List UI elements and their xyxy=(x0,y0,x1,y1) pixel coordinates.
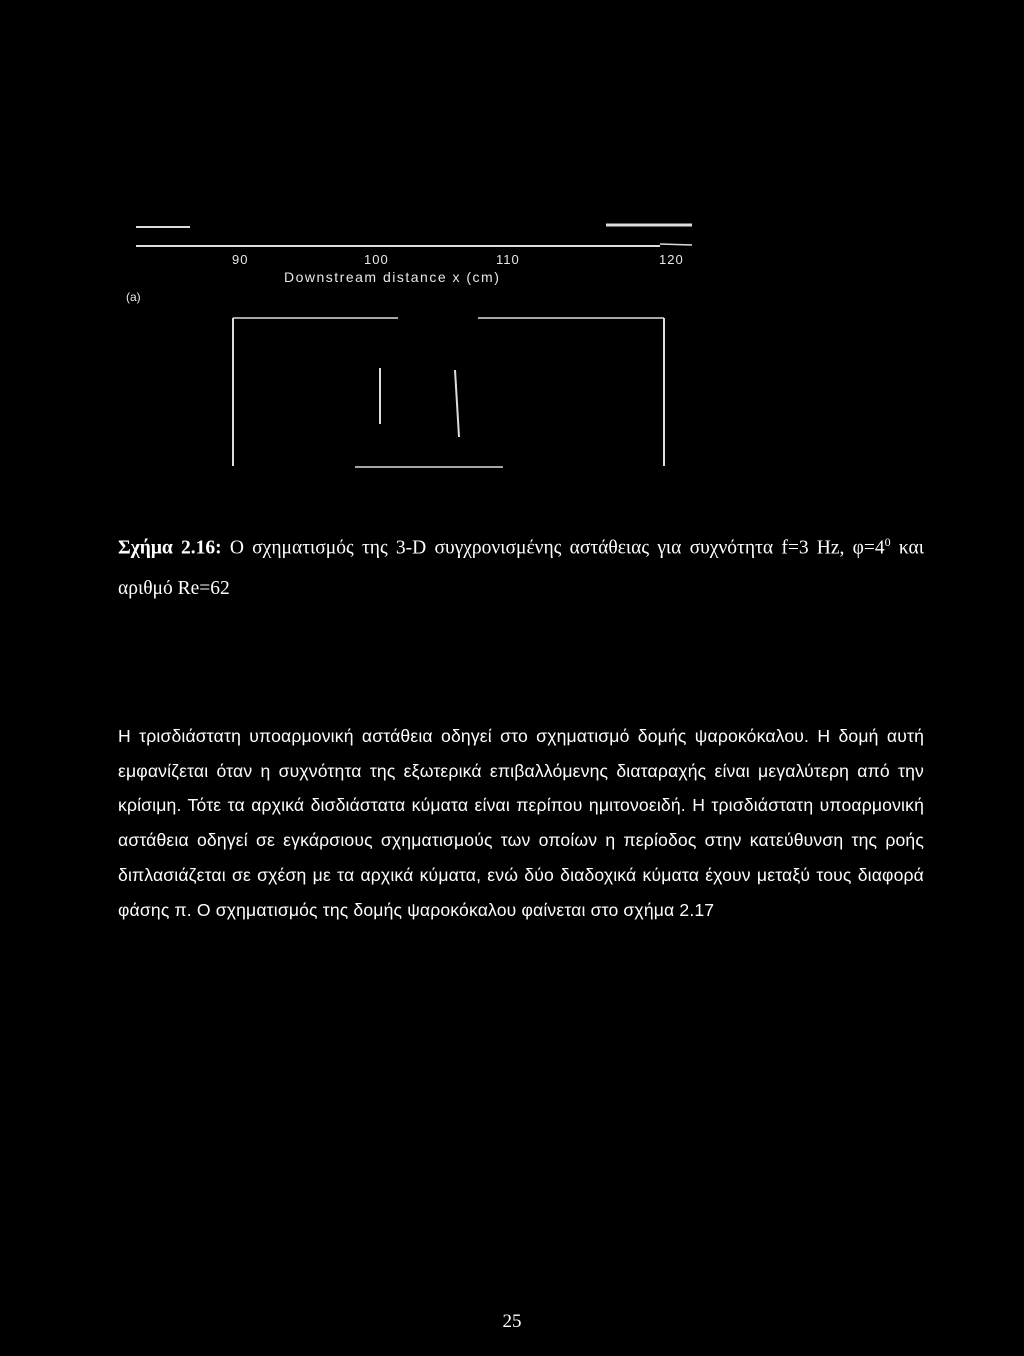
x-tick: 90 xyxy=(232,252,249,267)
x-tick: 120 xyxy=(659,252,684,267)
panel-label: (a) xyxy=(126,290,141,304)
x-tick: 100 xyxy=(364,252,389,267)
page-number: 25 xyxy=(502,1311,522,1332)
body-paragraph: Η τρισδιάστατη υποαρμονική αστάθεια οδηγεί στο σχηματισμό δομής ψαροκόκαλου. Η δομή αυτή εμφανίζεται όταν η συχνότητα της εξωτερικά επιβαλλόμενης διαταραχής είναι μεγαλύτερη από την κρίσιμη. Τότε τα αρχικά δισδιάστατα κύματα είναι περίπου ημιτονοειδή. Η τρισδιάστατη υποαρμονική αστάθεια οδηγεί σε εγκάρσιους σχηματισμούς των οποίων η περίοδος στην κατεύθυνση της ροής διπλασιάζεται σε σχέση με τα αρχικά κύματα, ενώ δύο διαδοχικά κύματα έχουν μεταξύ τους διαφορά φάσης π. Ο σχηματισμός της δομής ψαροκόκαλου φαίνεται στο σχήμα 2.17 xyxy=(118,726,924,920)
caption-label: Σχήμα 2.16: xyxy=(118,537,222,559)
figure-caption xyxy=(118,522,924,609)
flow-streak xyxy=(455,370,459,437)
caption-text: Ο σχηματισμός της 3-D συγχρονισμένης αστάθειας για συχνότητα f=3 Hz, φ=4 xyxy=(221,537,885,559)
figure-graphic xyxy=(0,0,1024,480)
caption-text-cont: και αριθμό Re=62 xyxy=(118,537,925,599)
figure-line xyxy=(660,244,692,245)
x-axis-label: Downstream distance x (cm) xyxy=(284,269,501,285)
caption-degree: 0 xyxy=(884,535,891,549)
x-tick: 110 xyxy=(496,252,520,267)
figure xyxy=(0,0,1024,480)
